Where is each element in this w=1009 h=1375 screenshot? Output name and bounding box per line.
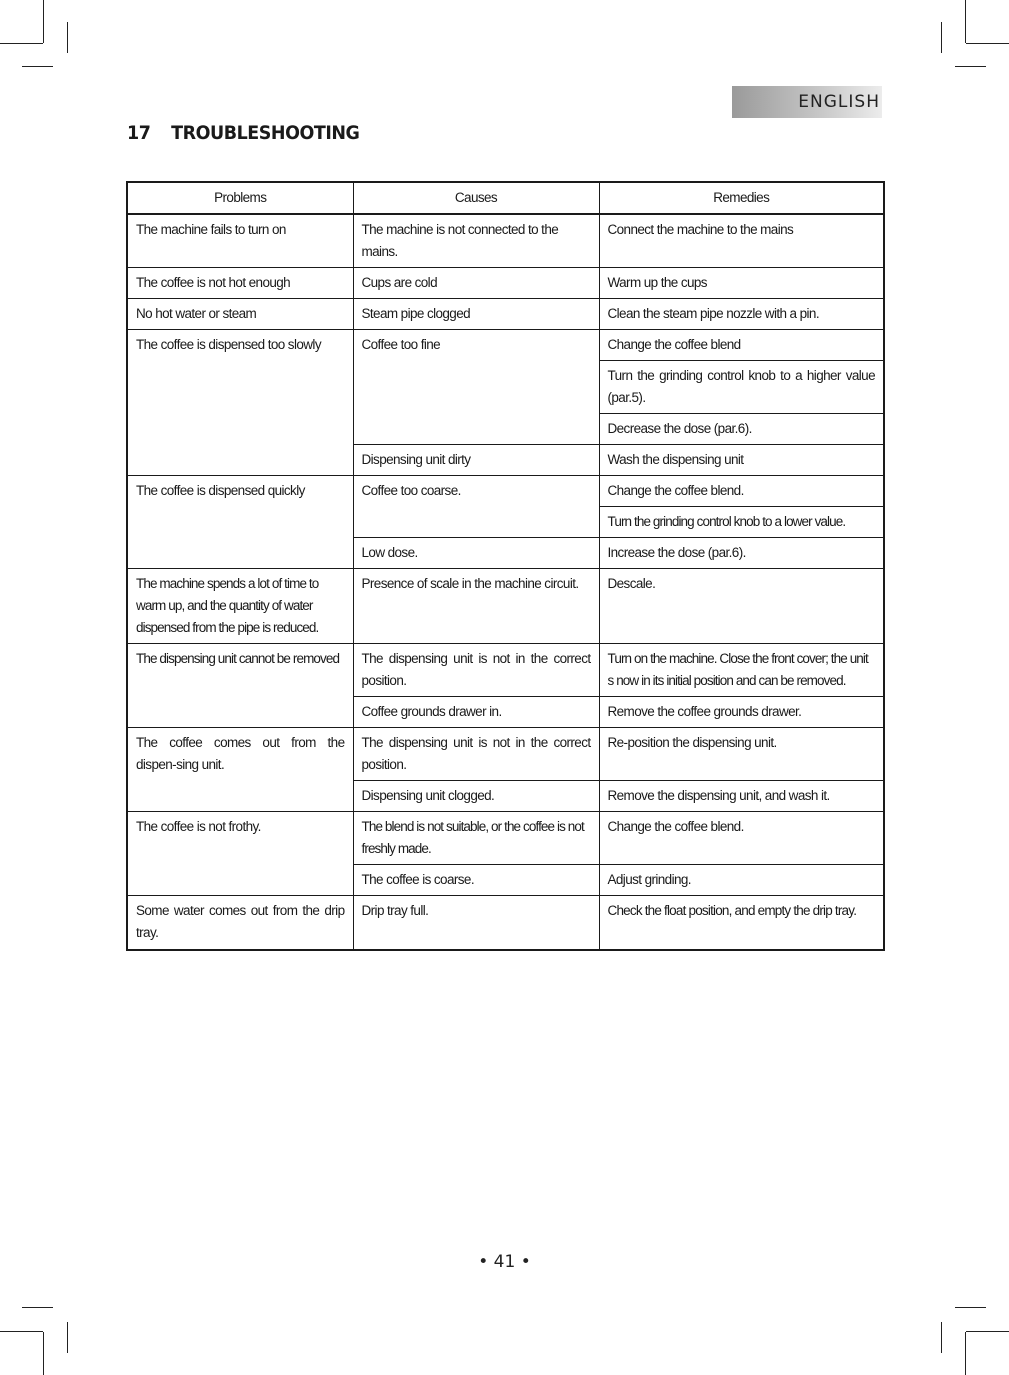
section-title (127, 122, 359, 144)
problem-cell: The coffee is dispensed quickly (127, 476, 353, 569)
cause-cell: Cups are cold (353, 268, 599, 299)
remedy-cell: Turn the grinding control knob to a lower value. (599, 507, 884, 538)
cause-cell: The machine is not connected to the mains. (353, 214, 599, 268)
remedy-cell: Increase the dose (par.6). (599, 538, 884, 569)
cause-cell: Steam pipe clogged (353, 299, 599, 330)
problem-cell: The machine fails to turn on (127, 214, 353, 268)
remedy-cell: Remove the coffee grounds drawer. (599, 697, 884, 728)
remedy-cell: Adjust grinding. (599, 865, 884, 896)
remedy-cell: Turn the grinding control knob to a higher value (par.5). (599, 361, 884, 414)
remedy-cell: Change the coffee blend. (599, 476, 884, 507)
table-row (127, 644, 884, 697)
header-causes: Causes (353, 182, 599, 214)
table-row (127, 728, 884, 781)
language-tab: ENGLISH (732, 86, 882, 118)
table-row (127, 299, 884, 330)
remedy-cell: Decrease the dose (par.6). (599, 414, 884, 445)
problem-cell: The coffee is not frothy. (127, 812, 353, 896)
cause-cell: The dispensing unit is not in the correct position. (353, 728, 599, 781)
cause-cell: The coffee is coarse. (353, 865, 599, 896)
table-row (127, 330, 884, 361)
problem-cell: The coffee comes out from the dispen-sing unit. (127, 728, 353, 812)
table-row (127, 569, 884, 644)
header-problems: Problems (127, 182, 353, 214)
remedy-cell: Descale. (599, 569, 884, 644)
cause-cell: Presence of scale in the machine circuit. (353, 569, 599, 644)
cause-cell: Dispensing unit clogged. (353, 781, 599, 812)
cause-cell: The dispensing unit is not in the correct position. (353, 644, 599, 697)
section-number: 17 (127, 122, 151, 144)
problem-cell: No hot water or steam (127, 299, 353, 330)
table-row (127, 214, 884, 268)
cause-cell: Coffee grounds drawer in. (353, 697, 599, 728)
remedy-cell: Change the coffee blend. (599, 812, 884, 865)
remedy-cell: Check the float position, and empty the drip tray. (599, 896, 884, 950)
table-row (127, 476, 884, 507)
remedy-cell: Turn on the machine. Close the front cover; the unit s now in its initial position and can be removed. (599, 644, 884, 697)
problem-cell: The coffee is dispensed too slowly (127, 330, 353, 476)
remedy-cell: Connect the machine to the mains (599, 214, 884, 268)
problem-cell: The machine spends a lot of time to warm up, and the quantity of water dispensed from the pipe is reduced. (127, 569, 353, 644)
cause-cell: Low dose. (353, 538, 599, 569)
page-number: • 41 • (478, 1252, 531, 1272)
table-header-row (127, 182, 884, 214)
cause-cell: The blend is not suitable, or the coffee is not freshly made. (353, 812, 599, 865)
problem-cell: Some water comes out from the drip tray. (127, 896, 353, 950)
remedy-cell: Warm up the cups (599, 268, 884, 299)
remedy-cell: Remove the dispensing unit, and wash it. (599, 781, 884, 812)
table-row (127, 812, 884, 865)
remedy-cell: Re-position the dispensing unit. (599, 728, 884, 781)
section-title-text: TROUBLESHOOTING (171, 122, 360, 144)
cause-cell: Coffee too coarse. (353, 476, 599, 538)
problem-cell: The coffee is not hot enough (127, 268, 353, 299)
header-remedies: Remedies (599, 182, 884, 214)
troubleshooting-table (126, 181, 885, 951)
remedy-cell: Change the coffee blend (599, 330, 884, 361)
remedy-cell: Wash the dispensing unit (599, 445, 884, 476)
problem-cell: The dispensing unit cannot be removed (127, 644, 353, 728)
table-row (127, 268, 884, 299)
remedy-cell: Clean the steam pipe nozzle with a pin. (599, 299, 884, 330)
cause-cell: Coffee too fine (353, 330, 599, 445)
table-row (127, 896, 884, 950)
cause-cell: Dispensing unit dirty (353, 445, 599, 476)
cause-cell: Drip tray full. (353, 896, 599, 950)
